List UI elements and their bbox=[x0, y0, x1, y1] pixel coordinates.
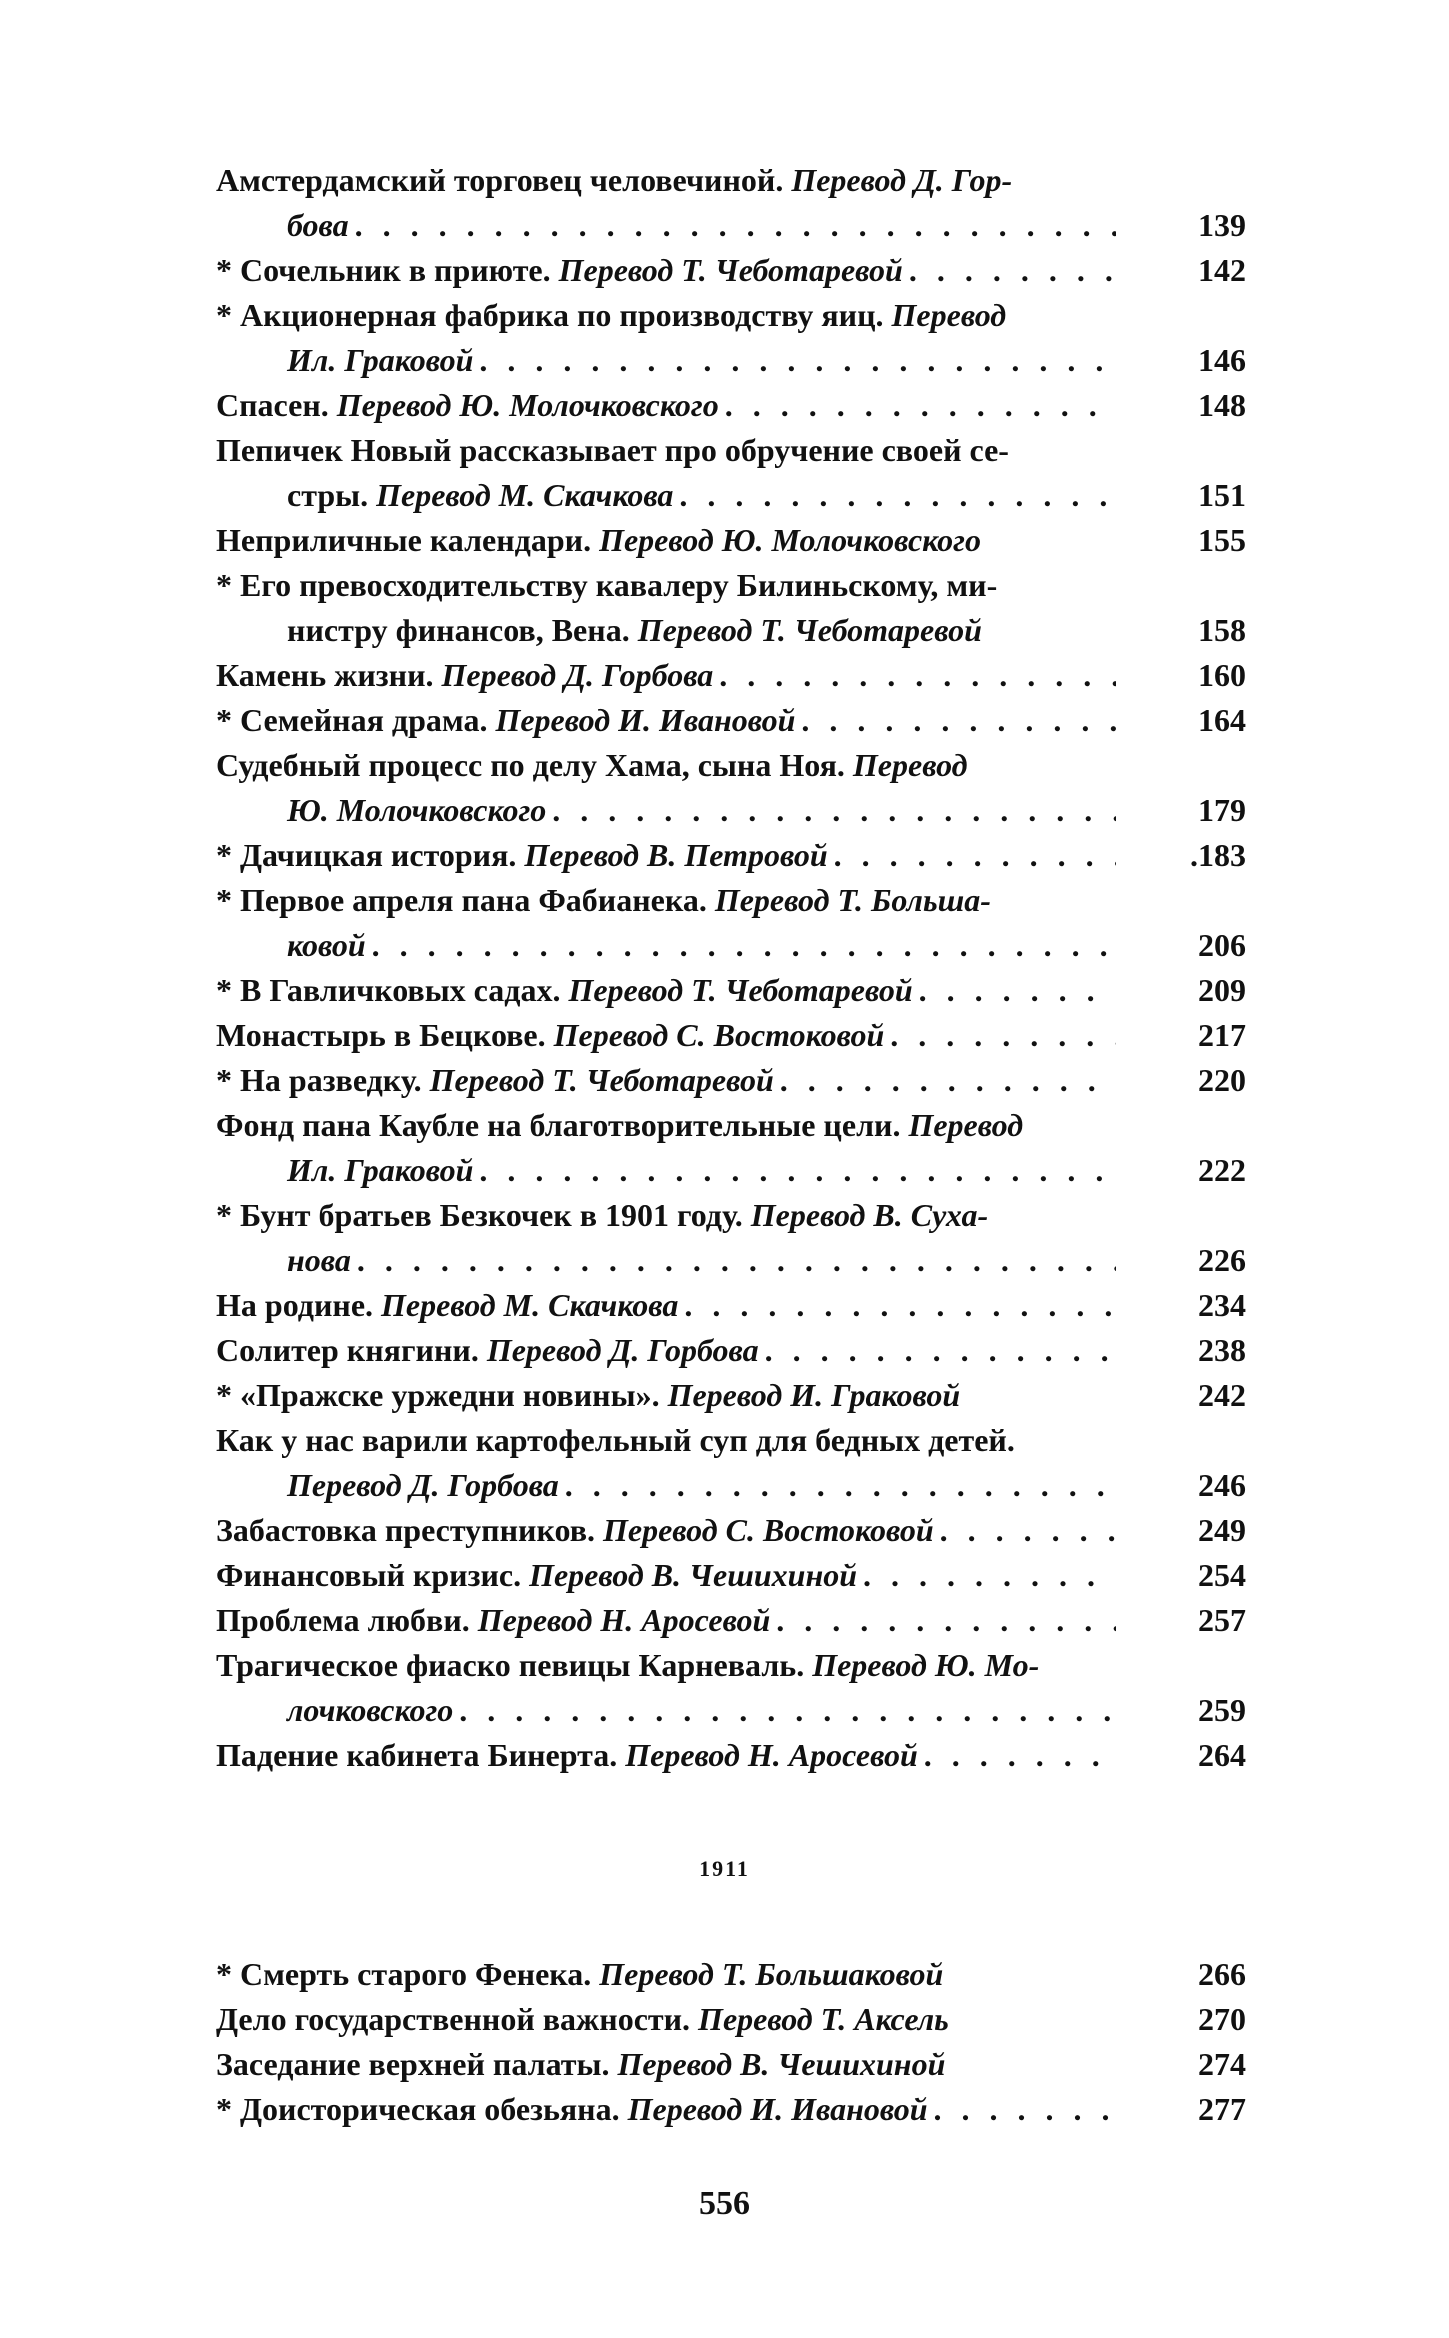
translator-credit: Перевод Т. Большa- bbox=[714, 882, 991, 918]
translator-credit: Перевод Ю. Молочковского bbox=[599, 522, 981, 558]
toc-entry-line bbox=[216, 743, 1246, 788]
story-title: Пепичек Новый рассказывает про обручение своей се- bbox=[216, 432, 1009, 468]
translator-credit: Перевод bbox=[891, 297, 1007, 333]
dot-leader bbox=[357, 1238, 1116, 1283]
table-of-contents-1911 bbox=[216, 1952, 1246, 2132]
toc-entry bbox=[216, 1553, 1246, 1598]
story-title: Солитер княгини. bbox=[216, 1332, 487, 1368]
translator-credit: Перевод Ю. Мо- bbox=[812, 1647, 1040, 1683]
toc-entry bbox=[216, 1328, 1246, 1373]
translator-credit: Перевод Т. Чеботаревой bbox=[429, 1062, 774, 1098]
translator-credit: Ил. Граковой bbox=[287, 342, 474, 378]
dot-leader bbox=[552, 788, 1116, 833]
toc-entry bbox=[216, 698, 1246, 743]
toc-entry-line bbox=[216, 1418, 1246, 1463]
new-translation-marker: * bbox=[216, 252, 232, 288]
toc-entry-line bbox=[216, 1598, 1246, 1643]
toc-entry-line bbox=[216, 203, 1246, 248]
toc-entry bbox=[216, 878, 1246, 968]
new-translation-marker: * bbox=[216, 702, 232, 738]
dot-leader bbox=[479, 1148, 1116, 1193]
dot-leader bbox=[919, 968, 1116, 1013]
toc-entry bbox=[216, 1373, 1246, 1418]
translator-credit: Перевод bbox=[908, 1107, 1024, 1143]
dot-leader bbox=[459, 1688, 1116, 1733]
toc-entry bbox=[216, 1193, 1246, 1283]
toc-entry-line bbox=[216, 1508, 1246, 1553]
translator-credit: Перевод И. Ивановой bbox=[495, 702, 796, 738]
translator-credit: нова bbox=[287, 1242, 351, 1278]
translator-credit: бова bbox=[287, 207, 349, 243]
toc-entry-line bbox=[216, 1193, 1246, 1238]
dot-leader bbox=[924, 1733, 1116, 1778]
translator-credit: Перевод В. Чешихиной bbox=[617, 2046, 946, 2082]
toc-entry-line bbox=[216, 248, 1246, 293]
toc-entry bbox=[216, 518, 1246, 563]
toc-entry bbox=[216, 653, 1246, 698]
translator-credit: лочковского bbox=[287, 1692, 454, 1728]
story-title: стры. bbox=[287, 477, 377, 513]
toc-page-number: 246 bbox=[1198, 1467, 1246, 1503]
toc-entry-line bbox=[216, 833, 1246, 878]
toc-entry-line bbox=[216, 383, 1246, 428]
story-title: Судебный процесс по делу Хама, сына Ноя. bbox=[216, 747, 853, 783]
toc-entry-line bbox=[216, 1148, 1246, 1193]
toc-entry-line bbox=[216, 878, 1246, 923]
new-translation-marker: * bbox=[216, 1062, 232, 1098]
toc-entry bbox=[216, 1013, 1246, 1058]
toc-entry bbox=[216, 1283, 1246, 1328]
toc-entry bbox=[216, 833, 1246, 878]
translator-credit: Перевод bbox=[852, 747, 968, 783]
toc-entry-line bbox=[216, 1373, 1246, 1418]
toc-entry bbox=[216, 293, 1246, 383]
translator-credit: Перевод Ю. Молочковского bbox=[336, 387, 719, 423]
toc-page-number: 277 bbox=[1198, 2091, 1246, 2127]
toc-page-number: 274 bbox=[1198, 2046, 1246, 2082]
translator-credit: Перевод И. Ивановой bbox=[627, 2091, 928, 2127]
toc-page-number: 238 bbox=[1198, 1332, 1246, 1368]
dot-leader bbox=[834, 833, 1116, 878]
translator-credit: Перевод В. Чешихиной bbox=[529, 1557, 857, 1593]
toc-entry-line bbox=[216, 1952, 1246, 1997]
story-title: Дело государственной важности. bbox=[216, 2001, 699, 2037]
dot-leader bbox=[479, 338, 1116, 383]
story-title: Первое апреля пана Фабианека. bbox=[232, 882, 715, 918]
toc-page-number: 164 bbox=[1198, 702, 1246, 738]
new-translation-marker: * bbox=[216, 972, 232, 1008]
toc-page-number: 155 bbox=[1198, 522, 1246, 558]
toc-entry bbox=[216, 1733, 1246, 1778]
translator-credit: Перевод М. Скачкова bbox=[381, 1287, 679, 1323]
translator-credit: Перевод Т. Чеботаревой bbox=[558, 252, 903, 288]
story-title: Как у нас варили картофельный суп для бедных детей. bbox=[216, 1422, 1015, 1458]
toc-page-number: 206 bbox=[1198, 927, 1246, 963]
toc-entry bbox=[216, 2042, 1246, 2087]
toc-page-number: 158 bbox=[1198, 612, 1246, 648]
toc-entry bbox=[216, 428, 1246, 518]
story-title: Проблема любви. bbox=[216, 1602, 478, 1638]
translator-credit: Перевод М. Скачкова bbox=[376, 477, 674, 513]
new-translation-marker: * bbox=[216, 1956, 232, 1992]
toc-entry bbox=[216, 1952, 1246, 1997]
story-title: Трагическое фиаско певицы Карневаль. bbox=[216, 1647, 813, 1683]
new-translation-marker: * bbox=[216, 1197, 232, 1233]
toc-page-number: 257 bbox=[1198, 1602, 1246, 1638]
toc-entry-line bbox=[216, 1997, 1246, 2042]
dot-leader bbox=[725, 383, 1116, 428]
story-title: Падение кабинета Бинерта. bbox=[216, 1737, 626, 1773]
toc-page-number: 266 bbox=[1198, 1956, 1246, 1992]
toc-entry-line bbox=[216, 293, 1246, 338]
translator-credit: Перевод Т. Чеботаревой bbox=[637, 612, 982, 648]
dot-leader bbox=[684, 1283, 1116, 1328]
toc-page-number: 242 bbox=[1198, 1377, 1246, 1413]
dot-leader bbox=[780, 1058, 1116, 1103]
toc-entry-line bbox=[216, 1643, 1246, 1688]
translator-credit: Перевод С. Востоковой bbox=[553, 1017, 885, 1053]
toc-entry bbox=[216, 158, 1246, 248]
story-title: Неприличные календари. bbox=[216, 522, 600, 558]
toc-entry-line bbox=[216, 968, 1246, 1013]
toc-entry bbox=[216, 968, 1246, 1013]
translator-credit: Перевод Н. Аросевой bbox=[477, 1602, 771, 1638]
toc-entry-line bbox=[216, 1058, 1246, 1103]
translator-credit: Перевод Д. Горбова bbox=[441, 657, 714, 693]
toc-page-number: 148 bbox=[1198, 387, 1246, 423]
toc-page-number: 270 bbox=[1198, 2001, 1246, 2037]
dot-leader bbox=[372, 923, 1116, 968]
toc-entry-line bbox=[216, 1553, 1246, 1598]
translator-credit: Перевод Д. Гор- bbox=[791, 162, 1013, 198]
dot-leader bbox=[565, 1463, 1116, 1508]
dot-leader bbox=[909, 248, 1116, 293]
toc-entry-line bbox=[216, 1013, 1246, 1058]
story-title: Камень жизни. bbox=[216, 657, 442, 693]
toc-entry bbox=[216, 1103, 1246, 1193]
new-translation-marker: * bbox=[216, 882, 232, 918]
story-title: Заседание верхней палаты. bbox=[216, 2046, 618, 2082]
table-of-contents bbox=[216, 158, 1246, 1778]
toc-page-number: 139 bbox=[1198, 207, 1246, 243]
story-title: На родине. bbox=[216, 1287, 382, 1323]
toc-entry-line bbox=[216, 158, 1246, 203]
toc-entry-line bbox=[216, 698, 1246, 743]
new-translation-marker: * bbox=[216, 1377, 232, 1413]
story-title: Спасен. bbox=[216, 387, 337, 423]
toc-entry bbox=[216, 743, 1246, 833]
toc-page-number: 179 bbox=[1198, 792, 1246, 828]
toc-entry bbox=[216, 1643, 1246, 1733]
toc-page-number: 226 bbox=[1198, 1242, 1246, 1278]
translator-credit: Перевод Д. Горбова bbox=[287, 1467, 559, 1503]
toc-page-number: 151 bbox=[1198, 477, 1246, 513]
story-title: нистру финансов, Вена. bbox=[287, 612, 638, 648]
story-title: Фонд пана Каубле на благотворительные цели. bbox=[216, 1107, 909, 1143]
translator-credit: Перевод С. Востоковой bbox=[602, 1512, 934, 1548]
toc-entry-line bbox=[216, 2042, 1246, 2087]
story-title: Финансовый кризис. bbox=[216, 1557, 530, 1593]
toc-page-number: 146 bbox=[1198, 342, 1246, 378]
toc-entry bbox=[216, 2087, 1246, 2132]
toc-entry-line bbox=[216, 428, 1246, 473]
story-title: На разведку. bbox=[232, 1062, 430, 1098]
new-translation-marker: * bbox=[216, 567, 232, 603]
translator-credit: Перевод Н. Аросевой bbox=[625, 1737, 918, 1773]
story-title: Его превосходительству кавалеру Билиньскому, ми- bbox=[232, 567, 998, 603]
toc-page-number: 217 bbox=[1198, 1017, 1246, 1053]
dot-leader bbox=[890, 1013, 1116, 1058]
translator-credit: Перевод Т. Большаковой bbox=[599, 1956, 944, 1992]
story-title: В Гавличковых садах. bbox=[232, 972, 569, 1008]
dot-leader bbox=[765, 1328, 1116, 1373]
story-title: Смерть старого Фенека. bbox=[232, 1956, 600, 1992]
translator-credit: Ю. Молочковского bbox=[287, 792, 547, 828]
toc-entry-line bbox=[216, 1463, 1246, 1508]
dot-leader bbox=[776, 1598, 1116, 1643]
toc-entry-line bbox=[216, 923, 1246, 968]
story-title: Бунт братьев Безкочек в 1901 году. bbox=[232, 1197, 751, 1233]
toc-entry-line bbox=[216, 653, 1246, 698]
toc-page-number: 254 bbox=[1198, 1557, 1246, 1593]
toc-entry-line bbox=[216, 338, 1246, 383]
toc-entry bbox=[216, 383, 1246, 428]
story-title: Сочельник в приюте. bbox=[232, 252, 559, 288]
toc-page-number: 222 bbox=[1198, 1152, 1246, 1188]
dot-leader bbox=[679, 473, 1116, 518]
toc-entry bbox=[216, 563, 1246, 653]
translator-credit: ковой bbox=[287, 927, 366, 963]
toc-entry-line bbox=[216, 1328, 1246, 1373]
toc-page-number: .183 bbox=[1190, 837, 1246, 873]
dot-leader bbox=[801, 698, 1116, 743]
translator-credit: Перевод Т. Аксель bbox=[698, 2001, 949, 2037]
toc-page-number: 249 bbox=[1198, 1512, 1246, 1548]
toc-entry-line bbox=[216, 1238, 1246, 1283]
story-title: Амстердамский торговец человечиной. bbox=[216, 162, 792, 198]
translator-credit: Ил. Граковой bbox=[287, 1152, 474, 1188]
story-title: «Пражске уржедни новины». bbox=[232, 1377, 668, 1413]
dot-leader bbox=[355, 203, 1116, 248]
new-translation-marker: * bbox=[216, 837, 232, 873]
toc-entry-line bbox=[216, 1733, 1246, 1778]
story-title: Монастырь в Бецкове. bbox=[216, 1017, 554, 1053]
toc-entry bbox=[216, 248, 1246, 293]
toc-entry-line bbox=[216, 1103, 1246, 1148]
story-title: Семейная драма. bbox=[232, 702, 496, 738]
toc-page-number: 234 bbox=[1198, 1287, 1246, 1323]
toc-entry-line bbox=[216, 563, 1246, 608]
toc-entry bbox=[216, 1508, 1246, 1553]
toc-entry-line bbox=[216, 2087, 1246, 2132]
dot-leader bbox=[719, 653, 1116, 698]
dot-leader bbox=[934, 2087, 1116, 2132]
translator-credit: Перевод Д. Горбова bbox=[486, 1332, 759, 1368]
toc-page-number: 142 bbox=[1198, 252, 1246, 288]
story-title: Акционерная фабрика по производству яиц. bbox=[232, 297, 892, 333]
toc-entry-line bbox=[216, 473, 1246, 518]
toc-entry-line bbox=[216, 1283, 1246, 1328]
toc-entry-line bbox=[216, 788, 1246, 833]
story-title: Дачицкая история. bbox=[232, 837, 525, 873]
toc-entry bbox=[216, 1418, 1246, 1508]
dot-leader bbox=[863, 1553, 1116, 1598]
toc-page-number: 209 bbox=[1198, 972, 1246, 1008]
year-heading: 1911 bbox=[699, 1856, 750, 1881]
translator-credit: Перевод В. Петровой bbox=[524, 837, 828, 873]
toc-page-number: 264 bbox=[1198, 1737, 1246, 1773]
toc-entry bbox=[216, 1598, 1246, 1643]
toc-page-number: 259 bbox=[1198, 1692, 1246, 1728]
new-translation-marker: * bbox=[216, 297, 232, 333]
translator-credit: Перевод И. Граковой bbox=[667, 1377, 961, 1413]
story-title: Забастовка преступников. bbox=[216, 1512, 603, 1548]
story-title: Доисторическая обезьяна. bbox=[232, 2091, 628, 2127]
toc-entry bbox=[216, 1997, 1246, 2042]
toc-page-number: 160 bbox=[1198, 657, 1246, 693]
toc-entry bbox=[216, 1058, 1246, 1103]
translator-credit: Перевод Т. Чеботаревой bbox=[568, 972, 913, 1008]
toc-page-number: 220 bbox=[1198, 1062, 1246, 1098]
translator-credit: Перевод В. Суха- bbox=[750, 1197, 989, 1233]
toc-entry-line bbox=[216, 608, 1246, 653]
toc-entry-line bbox=[216, 518, 1246, 563]
toc-entry-line bbox=[216, 1688, 1246, 1733]
page-number: 556 bbox=[699, 2185, 750, 2222]
new-translation-marker: * bbox=[216, 2091, 232, 2127]
dot-leader bbox=[940, 1508, 1116, 1553]
